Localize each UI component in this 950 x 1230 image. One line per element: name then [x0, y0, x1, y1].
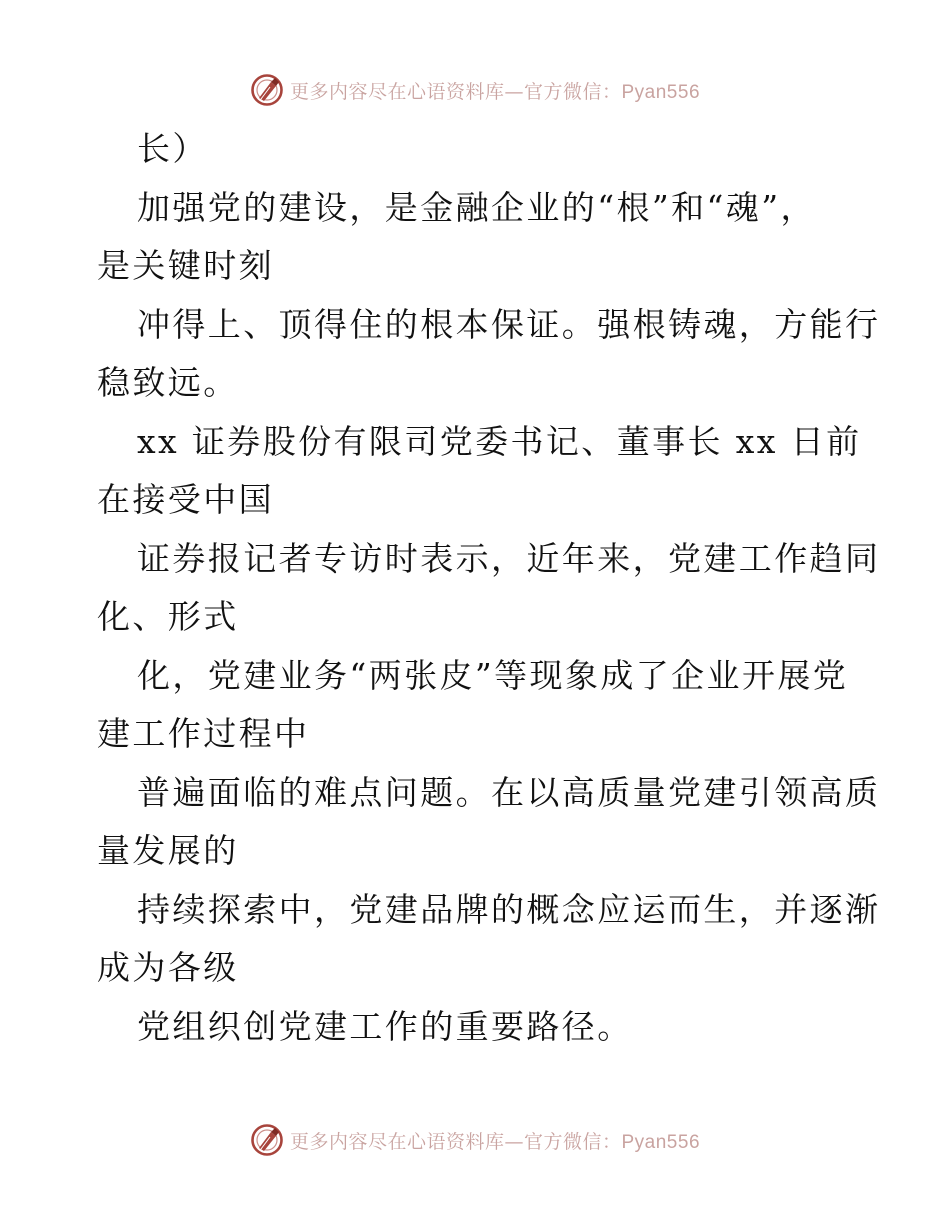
- body-line: 冲得上、顶得住的根本保证。强根铸魂，方能行: [137, 304, 881, 344]
- body-line: 稳致远。: [97, 363, 239, 402]
- footer-banner-text: 更多内容尽在心语资料库—官方微信：Pyan556: [289, 1130, 701, 1153]
- header-banner-text: 更多内容尽在心语资料库—官方微信：Pyan556: [289, 80, 701, 103]
- body-line: 化、形式: [97, 597, 239, 636]
- footer-banner: [0, 1120, 950, 1160]
- footer-wechat-id: Pyan556: [621, 1131, 701, 1153]
- body-line: 在接受中国: [97, 480, 274, 519]
- body-line: 成为各级: [97, 948, 239, 987]
- body-line: 持续探索中，党建品牌的概念应运而生，并逐渐: [137, 889, 881, 929]
- pen-nib-logo-icon: [250, 73, 284, 107]
- header-wechat-id: Pyan556: [621, 81, 701, 103]
- header-banner: [0, 70, 950, 110]
- body-line: 量发展的: [97, 831, 239, 870]
- body-line: 化，党建业务“两张皮”等现象成了企业开展党: [137, 655, 849, 695]
- document-body: [97, 120, 881, 1056]
- body-line: 党组织创党建工作的重要路径。: [137, 1006, 633, 1046]
- body-line: 证券报记者专访时表示，近年来，党建工作趋同: [137, 538, 881, 578]
- body-line: 长）: [137, 129, 208, 168]
- pen-nib-logo-icon: [250, 1123, 284, 1157]
- body-line: xx 证券股份有限司党委书记、董事长 xx 日前: [137, 421, 862, 461]
- body-line: 普遍面临的难点问题。在以高质量党建引领高质: [137, 772, 881, 812]
- body-line: 建工作过程中: [97, 714, 310, 753]
- body-line: 是关键时刻: [97, 246, 274, 285]
- body-line: 加强党的建设，是金融企业的“根”和“魂”，: [137, 187, 816, 227]
